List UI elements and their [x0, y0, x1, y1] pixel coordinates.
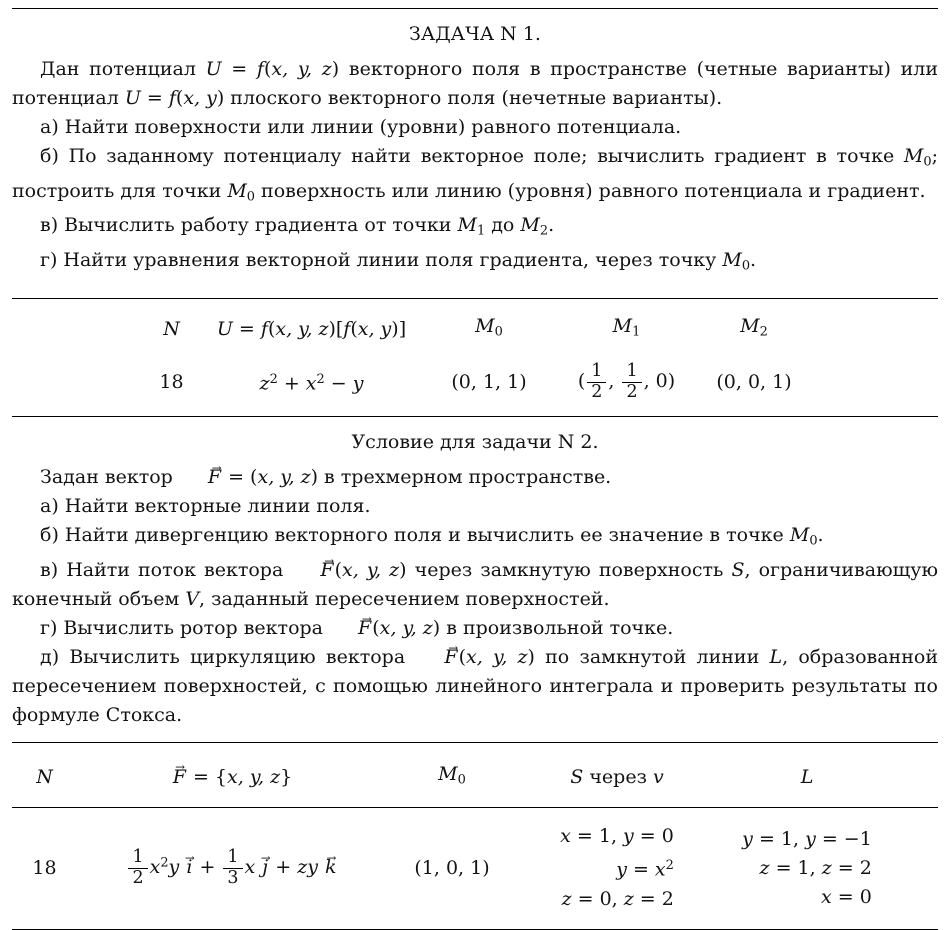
- vector-symbol: F →: [179, 463, 222, 492]
- text-run: U: [205, 58, 222, 80]
- text-run: ,: [608, 370, 621, 393]
- text-run: (: [267, 318, 276, 341]
- text-run: 18: [32, 856, 57, 879]
- text-run: =: [626, 858, 655, 881]
- text-run: а) Найти векторные линии поля.: [40, 495, 371, 518]
- text-run: U: [216, 318, 233, 341]
- text-run: ) в трехмерном пространстве.: [310, 466, 612, 489]
- vector-symbol: F →: [291, 556, 334, 585]
- text-run: x: [560, 825, 571, 848]
- text-run: f: [260, 318, 268, 341]
- problem2-item-a: [12, 492, 938, 521]
- problem1-table-data-row: [134, 362, 938, 402]
- text-run: )[: [328, 318, 344, 341]
- text-run: = 1,: [752, 827, 806, 850]
- problem1-table-header-row: [134, 313, 938, 346]
- text-run: г) Вычислить ротор вектора: [40, 616, 330, 639]
- t1-header-u: [209, 316, 414, 343]
- text-run: y: [742, 827, 753, 850]
- vector-symbol: j →: [261, 854, 269, 881]
- text-run: y: [805, 827, 816, 850]
- text-run: z: [561, 887, 572, 910]
- text-run: = 1,: [769, 856, 822, 879]
- rule-top: [12, 8, 938, 9]
- text-run: x: [305, 372, 317, 395]
- text-run: Задан вектор: [40, 466, 179, 489]
- text-run: д) Вычислить циркуляцию вектора: [40, 645, 416, 668]
- text-run: x: [821, 885, 832, 908]
- problem1-intro: [12, 55, 938, 113]
- fraction-numerator: 1: [626, 361, 638, 382]
- problem2-item-d: [12, 643, 938, 730]
- text-run: 0: [741, 258, 751, 274]
- text-run: 2: [759, 325, 768, 341]
- t1-value-m1: [564, 362, 689, 402]
- text-run: ) векторного поля в пространстве (четные варианты) или потенциал: [12, 58, 938, 109]
- problem1-item-v: [12, 211, 938, 246]
- t1-value-m2: [689, 369, 819, 396]
- text-run: M: [612, 315, 633, 338]
- fraction: [587, 362, 606, 402]
- s-condition-line: [560, 885, 674, 914]
- text-run: f: [168, 87, 176, 109]
- text-run: ) по замкнутой линии: [527, 645, 770, 668]
- problem2-item-g: [12, 614, 938, 643]
- vector-symbol: k →: [324, 854, 338, 881]
- text-run: 18: [159, 370, 184, 393]
- t1-value-m0: [414, 369, 564, 396]
- text-run: M: [475, 315, 495, 338]
- text-run: M: [740, 315, 760, 338]
- text-run: S: [570, 765, 584, 788]
- text-run: 2: [316, 372, 325, 388]
- text-run: x, y, z: [466, 645, 528, 668]
- text-run: z: [259, 372, 270, 395]
- t1-value-n: [134, 369, 209, 396]
- fraction-denominator: 2: [622, 382, 641, 403]
- l-condition-line: [742, 854, 872, 883]
- text-run: x, y, z: [257, 466, 311, 489]
- text-run: 0: [246, 189, 255, 205]
- text-run: z: [623, 887, 634, 910]
- text-run: = 0: [633, 825, 674, 848]
- text-run: v: [652, 765, 664, 788]
- t2-header-s: [517, 764, 717, 791]
- fraction-numerator: 1: [132, 847, 144, 868]
- text-run: y: [623, 825, 634, 848]
- s-condition-line: [560, 822, 674, 851]
- t1-header-m1: [564, 313, 689, 346]
- text-run: Дан потенциал: [40, 58, 206, 80]
- problem2-item-b: [12, 521, 938, 556]
- text-run: (: [577, 370, 586, 393]
- text-run: V: [185, 587, 200, 610]
- text-run: =: [140, 87, 169, 109]
- s-conditions: [560, 822, 674, 913]
- text-run: (: [334, 558, 342, 581]
- text-run: x: [244, 856, 256, 879]
- l-condition-line: [742, 825, 872, 854]
- text-run: 0: [923, 154, 932, 170]
- t1-value-u: [209, 366, 414, 397]
- text-run: .: [817, 524, 824, 547]
- text-run: 2: [665, 858, 674, 874]
- text-run: , 0): [643, 370, 676, 393]
- problem1-table: [12, 299, 938, 416]
- text-run: x, y, z: [341, 558, 400, 581]
- text-run: +: [193, 856, 222, 879]
- text-run: M: [789, 524, 810, 547]
- t1-header-n: [134, 316, 209, 343]
- text-run: 0: [457, 772, 466, 788]
- problem2-item-v: [12, 556, 938, 614]
- t1-header-m0: [414, 313, 564, 346]
- text-run: x, y, z: [379, 616, 433, 639]
- text-run: (0, 1, 1): [451, 370, 527, 393]
- text-run: M: [722, 248, 742, 271]
- text-run: x, y: [357, 318, 392, 341]
- text-run: 2: [160, 855, 169, 871]
- text-run: г) Найти уравнения векторной линии поля градиента, через точку: [40, 248, 723, 271]
- t2-value-m0: [387, 855, 517, 882]
- problem2-title: Условие для задачи N 2.: [351, 431, 599, 454]
- text-run: 0: [809, 533, 818, 549]
- text-run: , заданный пересечением поверхностей.: [199, 587, 610, 610]
- vector-symbol: i →: [185, 854, 193, 881]
- text-run: , ограничивающую конечный объем: [12, 558, 938, 610]
- text-run: (: [175, 87, 184, 109]
- text-run: б) По заданному потенциалу найти векторное поле; вычислить градиент в точке: [40, 145, 904, 167]
- text-run: в) Найти поток вектора: [40, 558, 292, 581]
- fraction-denominator: 2: [587, 382, 606, 403]
- text-run: .: [750, 248, 757, 271]
- text-run: =: [232, 318, 261, 341]
- text-run: f: [343, 318, 351, 341]
- t2-header-l: [717, 764, 897, 791]
- text-run: до: [485, 214, 521, 237]
- text-run: б) Найти дивергенцию векторного поля и вычислить ее значение в точке: [40, 524, 790, 547]
- text-run: ) в произвольной точке.: [432, 616, 674, 639]
- fraction: [622, 362, 641, 402]
- t2-header-n: [12, 764, 77, 791]
- text-run: а) Найти поверхности или линии (уровни) равного потенциала.: [40, 116, 682, 138]
- text-run: x, y, z: [271, 58, 332, 80]
- t2-value-f: [77, 848, 387, 888]
- text-run: M: [457, 214, 477, 237]
- text-run: M: [438, 762, 458, 785]
- text-run: 2: [269, 372, 278, 388]
- text-run: ; построить для точки: [12, 145, 938, 202]
- t1-header-m2: [689, 313, 819, 346]
- fraction-denominator: 2: [128, 868, 147, 889]
- text-run: z: [821, 856, 832, 879]
- text-run: в) Вычислить работу градиента от точки: [40, 214, 458, 237]
- text-run: +: [269, 856, 298, 879]
- text-run: x, y: [183, 87, 217, 109]
- text-run: .: [548, 214, 555, 237]
- text-run: y: [616, 858, 627, 881]
- text-run: 1: [476, 223, 486, 239]
- vector-symbol: F →: [329, 614, 372, 643]
- text-run: +: [277, 372, 306, 395]
- t2-value-n: [12, 855, 77, 882]
- vector-symbol: F →: [415, 643, 458, 672]
- t2-value-l: [717, 825, 897, 912]
- text-run: M: [227, 179, 247, 202]
- text-run: L: [800, 765, 814, 788]
- text-run: через: [583, 765, 653, 788]
- text-run: L: [769, 645, 783, 668]
- text-run: y: [168, 856, 180, 879]
- text-run: 0: [494, 325, 503, 341]
- text-run: M: [903, 145, 924, 167]
- text-run: (0, 0, 1): [716, 370, 792, 393]
- fraction: [223, 848, 242, 888]
- fraction-denominator: 3: [223, 868, 242, 889]
- s-condition-line: [560, 851, 674, 884]
- problem1-title: ЗАДАЧА N 1.: [409, 23, 541, 45]
- text-run: U: [124, 87, 141, 109]
- fraction-numerator: 1: [591, 361, 603, 382]
- text-run: (: [263, 58, 272, 80]
- text-run: }: [280, 765, 293, 788]
- text-run: поверхность или линию (уровня) равного потенциала и градиент.: [255, 179, 926, 202]
- text-run: f: [256, 58, 264, 80]
- text-run: −: [324, 372, 353, 395]
- text-run: y: [352, 372, 364, 395]
- text-run: x: [654, 858, 666, 881]
- text-run: = 0,: [571, 887, 624, 910]
- text-run: )]: [391, 318, 407, 341]
- text-run: ) через замкнутую поверхность: [399, 558, 732, 581]
- problem2-table-header-row: [12, 743, 938, 808]
- t2-header-f: [77, 764, 387, 791]
- t2-value-s: [517, 822, 717, 913]
- text-run: z: [759, 856, 770, 879]
- text-run: ) плоского векторного поля (нечетные варианты).: [216, 87, 723, 109]
- text-run: (1, 0, 1): [414, 856, 490, 879]
- text-run: (: [372, 616, 380, 639]
- l-condition-line: [742, 883, 872, 912]
- text-run: = 2: [831, 856, 872, 879]
- text-run: = {: [186, 765, 228, 788]
- t2-header-m0: [387, 761, 517, 794]
- fraction-numerator: 1: [227, 847, 239, 868]
- text-run: S: [731, 558, 745, 581]
- text-run: = 2: [633, 887, 674, 910]
- text-run: (: [350, 318, 358, 341]
- text-run: x, y, z: [227, 765, 281, 788]
- text-run: x, y, z: [275, 318, 329, 341]
- text-run: M: [520, 214, 540, 237]
- problem2-table-data-row: [12, 808, 938, 928]
- text-run: N: [36, 765, 53, 788]
- text-run: 1: [632, 325, 641, 341]
- text-run: = 1,: [570, 825, 624, 848]
- text-run: =: [221, 58, 257, 80]
- text-run: , образованной пересечением поверхностей, с помощью линейного интеграла и проверить результаты по формуле Стокса.: [12, 645, 938, 726]
- text-run: = (: [222, 466, 258, 489]
- text-run: N: [163, 318, 180, 341]
- text-run: x: [149, 856, 161, 879]
- text-run: zy: [297, 856, 318, 879]
- problem1-item-a: [12, 113, 938, 142]
- l-conditions: [742, 825, 872, 912]
- problem1-item-b: [12, 142, 938, 211]
- text-run: (: [458, 645, 467, 668]
- problem1-item-g: [12, 246, 938, 281]
- text-run: = −1: [815, 827, 872, 850]
- vector-symbol: F →: [172, 764, 187, 791]
- text-run: 2: [539, 223, 549, 239]
- fraction: [128, 848, 147, 888]
- rule-table1-bottom: [12, 416, 938, 417]
- text-run: = 0: [831, 885, 872, 908]
- problem2-intro: [12, 463, 938, 492]
